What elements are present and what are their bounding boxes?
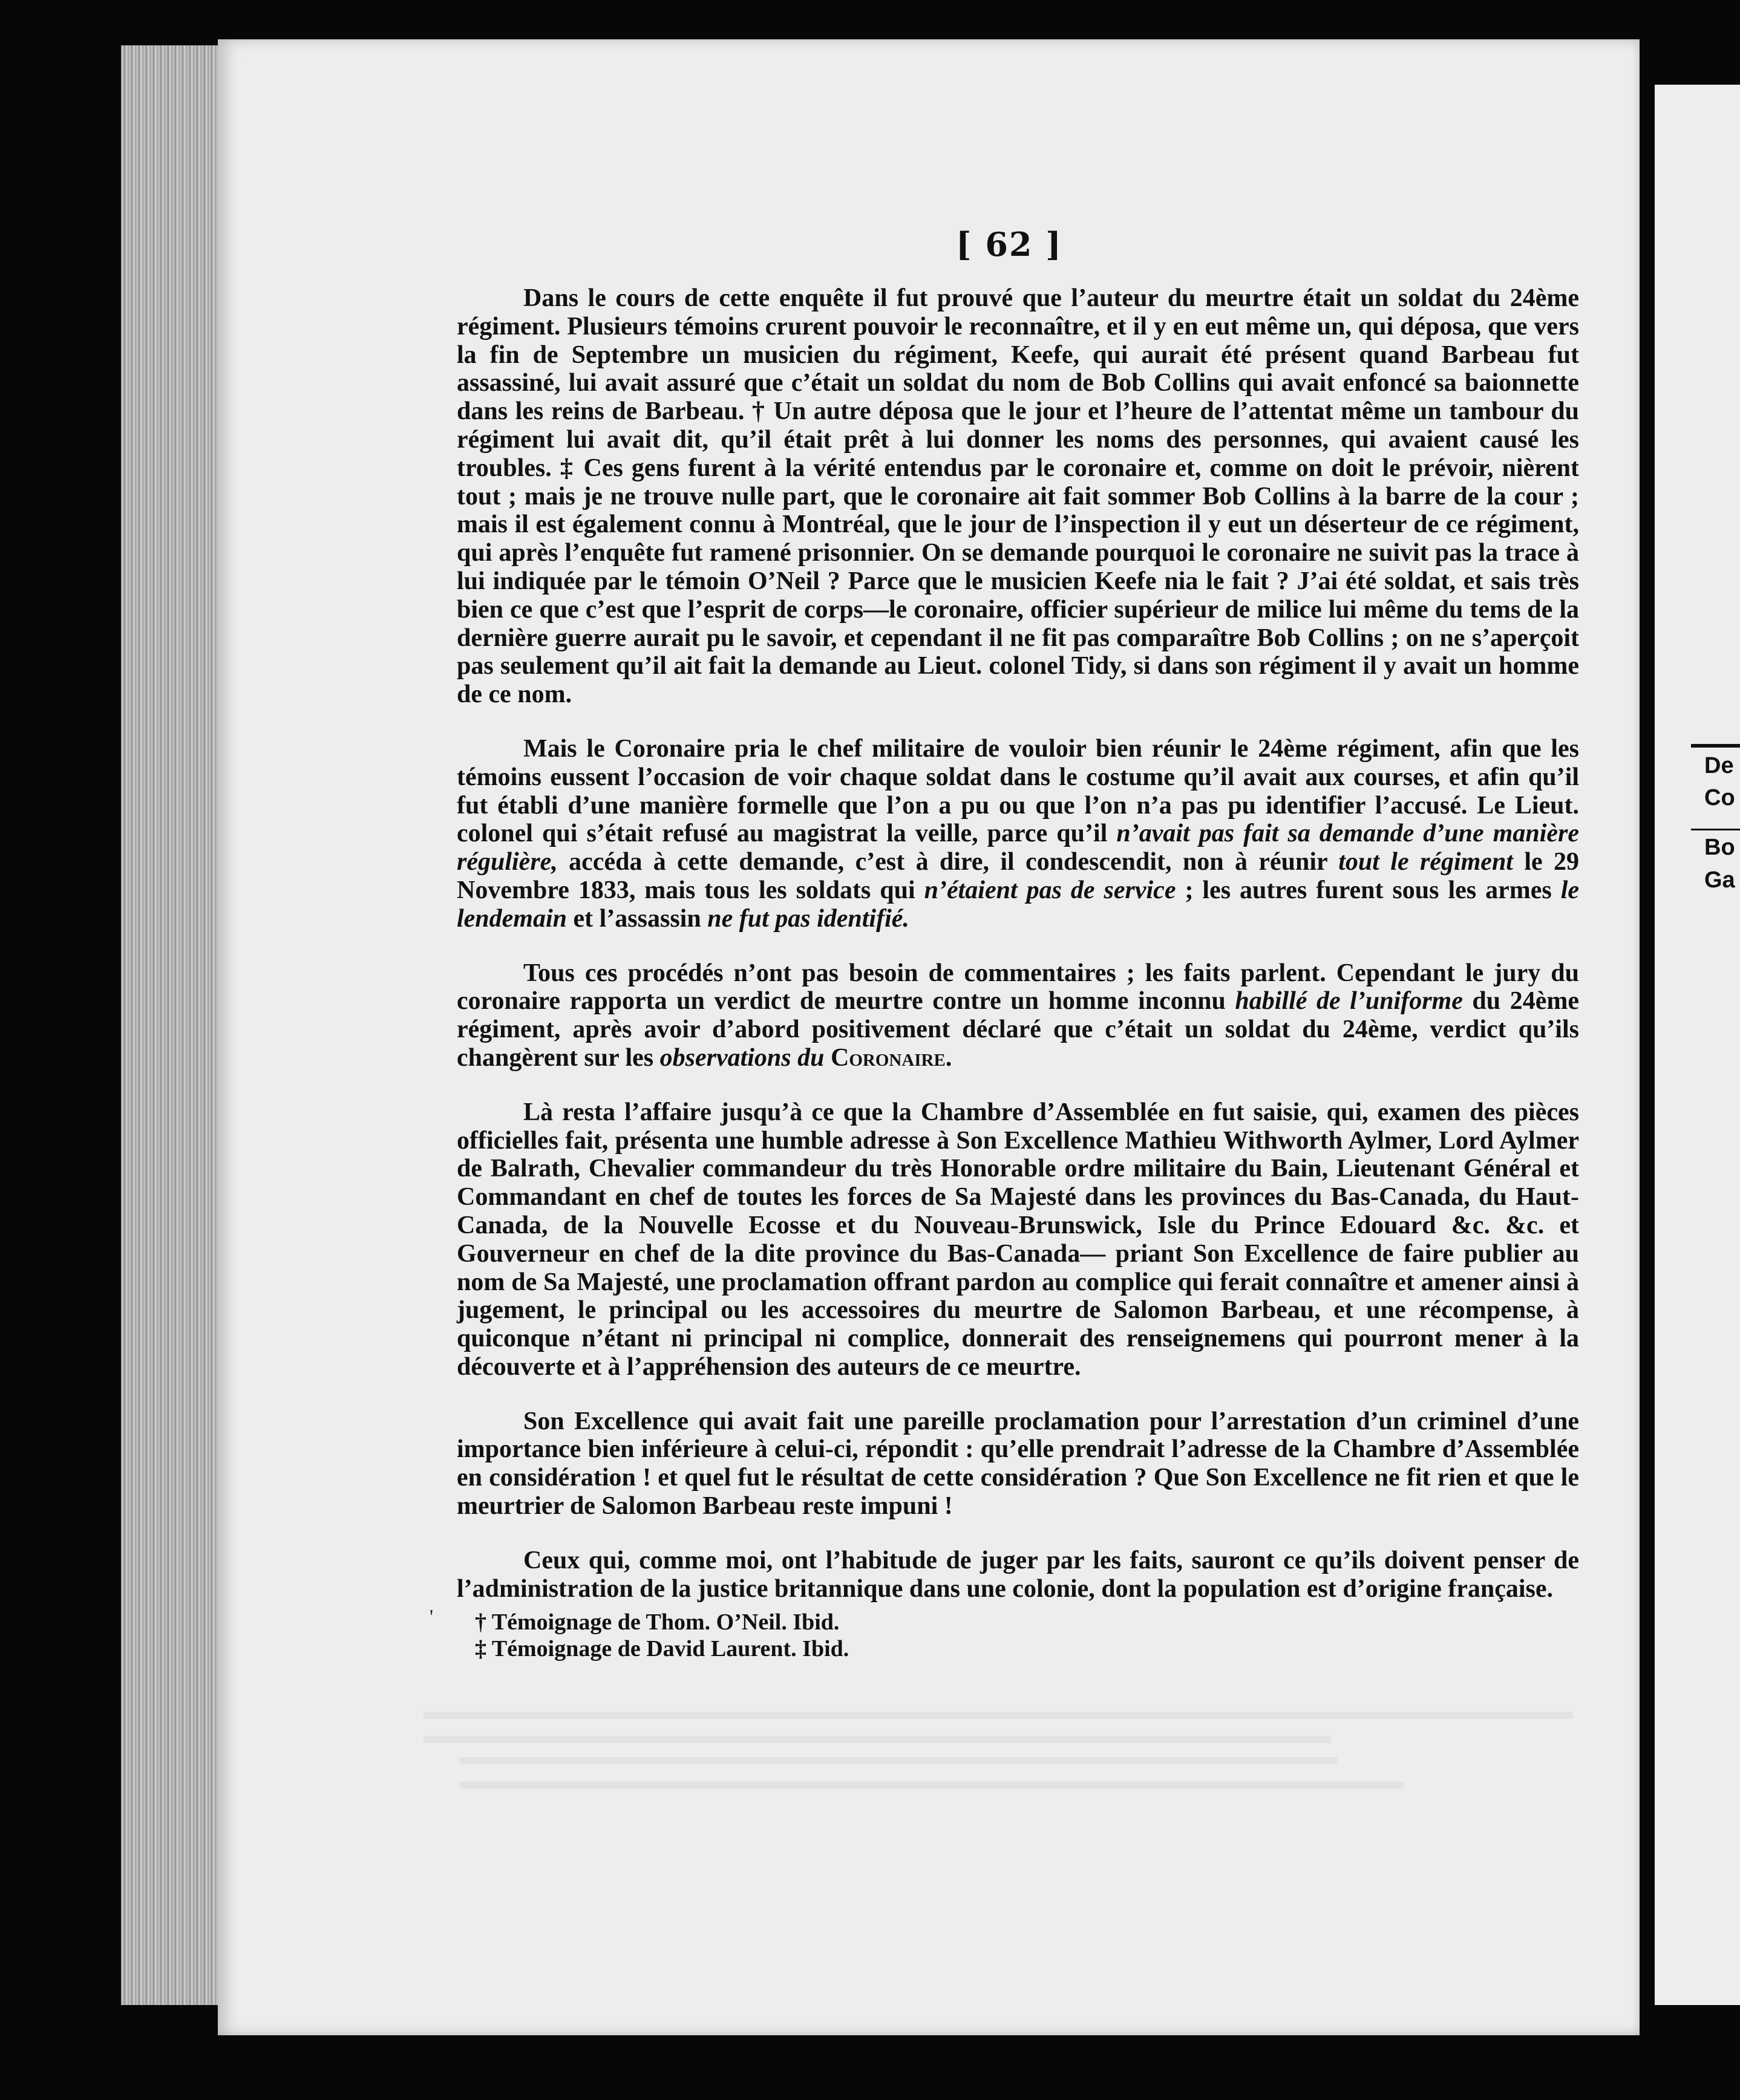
paragraph-p4 xyxy=(457,1098,1579,1381)
text-run: Tous ces procédés n’ont pas besoin de commentaires ; les faits parlent. Cependant le jury du coronaire rapporta un verdict de meurtre contre un homme inconnu xyxy=(457,959,1579,1016)
italic-run: tout le régiment xyxy=(1338,848,1513,876)
text-run xyxy=(825,1044,831,1072)
paragraph-p6 xyxy=(457,1547,1579,1603)
show-through-text xyxy=(460,1781,1404,1789)
paragraph-p2 xyxy=(457,735,1579,933)
italic-run: n’étaient pas de service xyxy=(924,876,1176,904)
footnote: ‡ Témoignage de David Laurent. Ibid. xyxy=(475,1636,849,1661)
text-run: le 29 Novembre 1833, mais tous les soldats qui xyxy=(457,848,1579,904)
adjacent-page-fragment: Bo xyxy=(1704,835,1735,860)
text-run: et l’assassin xyxy=(567,904,708,933)
text-run: accéda à cette demande, c’est à dire, il condescendit, non à réunir xyxy=(557,848,1339,876)
show-through-text xyxy=(424,1736,1331,1743)
adjacent-page-fragment: De xyxy=(1704,753,1734,778)
text-run: Là resta l’affaire jusqu’à ce que la Chambre d’Assemblée en fut saisie, qui, examen des pièces officielles fait, présenta une humble adresse à Son Excellence Mathieu Withworth Aylmer, Lord Aylmer de Balrath, Chevalier commandeur du très Honorable ordre militaire du Bain, Lieutenant Général et Commandant en chef de toutes les forces de Sa Majesté dans les provinces du Bas-Canada, du Haut-Canada, de la Nouvelle Ecosse et du Nouveau-Brunswick, Isle du Prince Edouard &c. &c. et Gouverneur en chef de la dite province du Bas-Canada— priant Son Excellence de faire publier au nom de Sa Majesté, une proclamation offrant pardon au complice qui ferait connaître et amener ainsi à jugement, le principal ou les accessoires du meurtre de Salomon Barbeau, et une récompense, à quiconque n’étant ni principal ni complice, donnerait des renseignemens qui pourront mener à la découverte et à l’appréhension des auteurs de ce meurtre. xyxy=(457,1098,1579,1381)
paragraph-p1 xyxy=(457,284,1579,709)
italic-run: observations du xyxy=(659,1043,825,1072)
text-run: Ceux qui, comme moi, ont l’habitude de juger par les faits, sauront ce qu’ils doivent penser de l’administration de la justice britannique dans une colonie, dont la population est d’origine française. xyxy=(457,1546,1579,1603)
text-run: ; les autres furent sous les armes xyxy=(1176,876,1561,904)
adjacent-page-strip xyxy=(1655,85,1740,2005)
small-caps-run: Coronaire xyxy=(831,1043,946,1072)
text-run: Dans le cours de cette enquête il fut prouvé que l’auteur du meurtre était un soldat du 24ème régiment. Plusieurs témoins crurent pouvoir le reconnaître, et il y en eut même un, qui déposa, que vers la fin de Septembre un musicien du régiment, Keefe, qui aurait été présent quand Barbeau fut assassiné, lui avait assuré que c’était un soldat du nom de Bob Collins qui avait enfoncé sa baionnette dans les reins de Barbeau. † Un autre déposa que le jour et l’heure de l’attentat même un tambour du régiment lui avait dit, qu’il était prêt à lui donner les noms des personnes, qui avaient causé les troubles. ‡ Ces gens furent à la vérité entendus par le coronaire et, comme on doit le prévoir, nièrent tout ; mais je ne trouve nulle part, que le coronaire ait fait sommer Bob Collins à la barre de la cour ; mais il est également connu à Montréal, que le jour de l’inspection il y eut un déserteur de ce régiment, qui après l’enquête fut ramené prisonnier. On se demande pourquoi le coronaire ne suivit pas la trace à lui indiquée par le témoin O’Neil ? Parce que le musicien Keefe nia le fait ? J’ai été soldat, et sais très bien ce que c’est que l’esprit de corps—le coronaire, officier supérieur de milice lui même du tems de la dernière guerre aurait pu le savoir, et cependant il ne fit pas comparaître Bob Collins ; on ne s’aperçoit pas seulement qu’il ait fait la demande au Lieut. colonel Tidy, si dans son régiment il y avait un homme de ce nom. xyxy=(457,284,1579,709)
text-run: Mais le Coronaire pria le chef militaire de vouloir bien réunir le 24ème régiment, afin que les témoins eussent l’occasion de voir chaque soldat dans le costume qu’il avait aux courses, et afin qu’il fut établi d’une manière formelle que l’on a pu ou que l’on n’a pas pu identifier l’accusé. Le Lieut. colonel qui s’était refusé au magistrat la veille, parce qu’il xyxy=(457,734,1579,848)
text-run: du 24ème régiment, après avoir d’abord positivement déclaré que c’était un soldat du 24ème, verdict qu’ils changèrent sur les xyxy=(457,987,1579,1072)
text-run: . xyxy=(945,1043,952,1072)
show-through-text xyxy=(424,1712,1573,1719)
paragraph-p3 xyxy=(457,959,1579,1072)
body-text xyxy=(457,284,1579,1629)
italic-run: n’avait pas fait sa demande d’une manière régulière, xyxy=(457,820,1579,876)
italic-run: habillé de l’uniforme xyxy=(1235,987,1463,1016)
stray-print-mark: ' xyxy=(430,1606,434,1628)
adjacent-page-rule xyxy=(1691,744,1740,748)
adjacent-page-rule xyxy=(1691,829,1740,830)
italic-run: ne fut pas identifié. xyxy=(707,904,909,933)
text-run: Son Excellence qui avait fait une pareille proclamation pour l’arrestation d’un criminel d’une importance bien inférieure à celui-ci, répondit : qu’elle prendrait l’adresse de la Chambre d’Assemblée en considération ! et quel fut le résultat de cette considération ? Que Son Excellence ne fit rien et que le meurtrier de Salomon Barbeau reste impuni ! xyxy=(457,1407,1579,1521)
italic-run: le lendemain xyxy=(457,876,1579,933)
adjacent-page-fragment: Co xyxy=(1704,785,1735,810)
book-binding-edge xyxy=(121,45,226,2005)
adjacent-page-fragment: Ga xyxy=(1704,867,1735,893)
footnotes xyxy=(475,1609,849,1662)
page-number-header: [ 62 ] xyxy=(956,225,1062,264)
footnote: † Témoignage de Thom. O’Neil. Ibid. xyxy=(475,1609,840,1635)
show-through-text xyxy=(460,1757,1337,1764)
paragraph-p5 xyxy=(457,1407,1579,1521)
